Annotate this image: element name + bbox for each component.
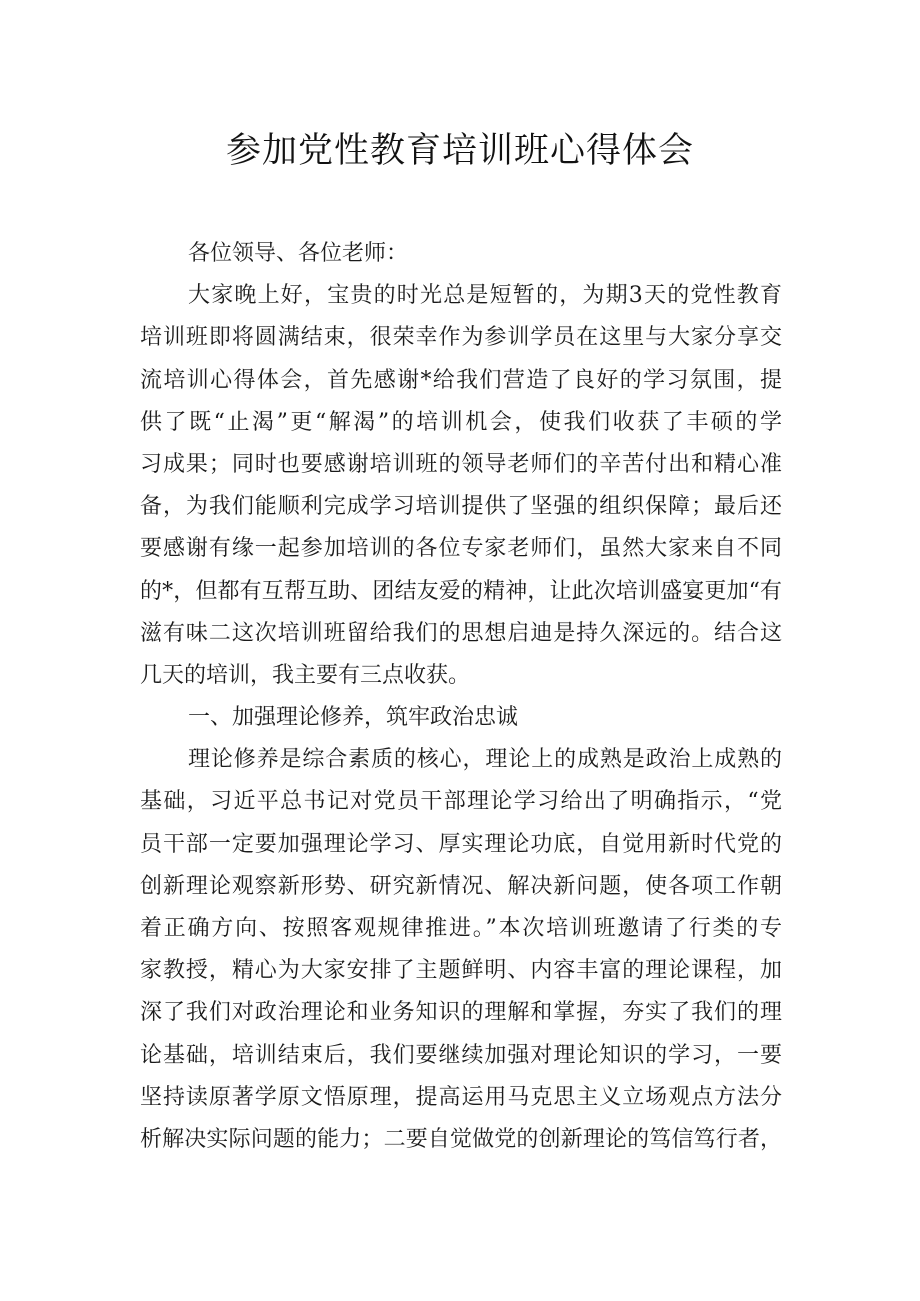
paragraph-line: 坚持读原著学原文悟原理，提高运用马克思主义立场观点方法分 — [140, 1084, 782, 1110]
paragraph-line: 员干部一定要加强理论学习、厚实理论功底，自觉用新时代党的 — [140, 831, 782, 857]
paragraph-line: 供了既“止渴”更“解渴”的培训机会，使我们收获了丰硕的学 — [140, 409, 782, 435]
paragraph-line: 大家晚上好，宝贵的时光总是短暂的，为期3天的党性教育 — [188, 283, 782, 309]
paragraph-line: 几天的培训，我主要有三点收获。 — [140, 662, 471, 688]
paragraph-line: 基础，习近平总书记对党员干部理论学习给出了明确指示，“党 — [140, 789, 782, 815]
paragraph-line: 理论修养是综合素质的核心，理论上的成熟是政治上成熟的 — [188, 747, 782, 773]
paragraph-line: 培训班即将圆满结束，很荣幸作为参训学员在这里与大家分享交 — [140, 325, 782, 351]
document-body — [140, 233, 782, 1161]
paragraph-line: 滋有味二这次培训班留给我们的思想启迪是持久深远的。结合这 — [140, 620, 782, 646]
document-title: 参加党性教育培训班心得体会 — [225, 131, 694, 171]
paragraph-line: 论基础，培训结束后，我们要继续加强对理论知识的学习，一要 — [140, 1042, 782, 1068]
paragraph-line: 深了我们对政治理论和业务知识的理解和掌握，夯实了我们的理 — [140, 1000, 782, 1026]
paragraph-line: 要感谢有缘一起参加培训的各位专家老师们，虽然大家来自不同 — [140, 536, 782, 562]
paragraph-line: 备，为我们能顺利完成学习培训提供了坚强的组织保障；最后还 — [140, 494, 782, 520]
paragraph-line: 习成果；同时也要感谢培训班的领导老师们的辛苦付出和精心准 — [140, 451, 782, 477]
paragraph-line: 创新理论观察新形势、研究新情况、解决新问题，使各项工作朝 — [140, 873, 782, 899]
paragraph-line: 流培训心得体会，首先感谢*给我们营造了良好的学习氛围，提 — [140, 367, 782, 393]
paragraph-line: 析解决实际问题的能力；二要自觉做党的创新理论的笃信笃行者， — [140, 1126, 782, 1152]
salutation-line: 各位领导、各位老师： — [188, 241, 409, 266]
paragraph-line: 着正确方向、按照客观规律推进。”本次培训班邀请了行类的专 — [140, 916, 782, 941]
paragraph-line: 的*，但都有互帮互助、团结友爱的精神，让此次培训盛宴更加“有 — [140, 578, 782, 604]
section-heading: 一、加强理论修养，筑牢政治忠诚 — [188, 705, 519, 731]
paragraph-line: 家教授，精心为大家安排了主题鲜明、内容丰富的理论课程，加 — [140, 958, 782, 984]
